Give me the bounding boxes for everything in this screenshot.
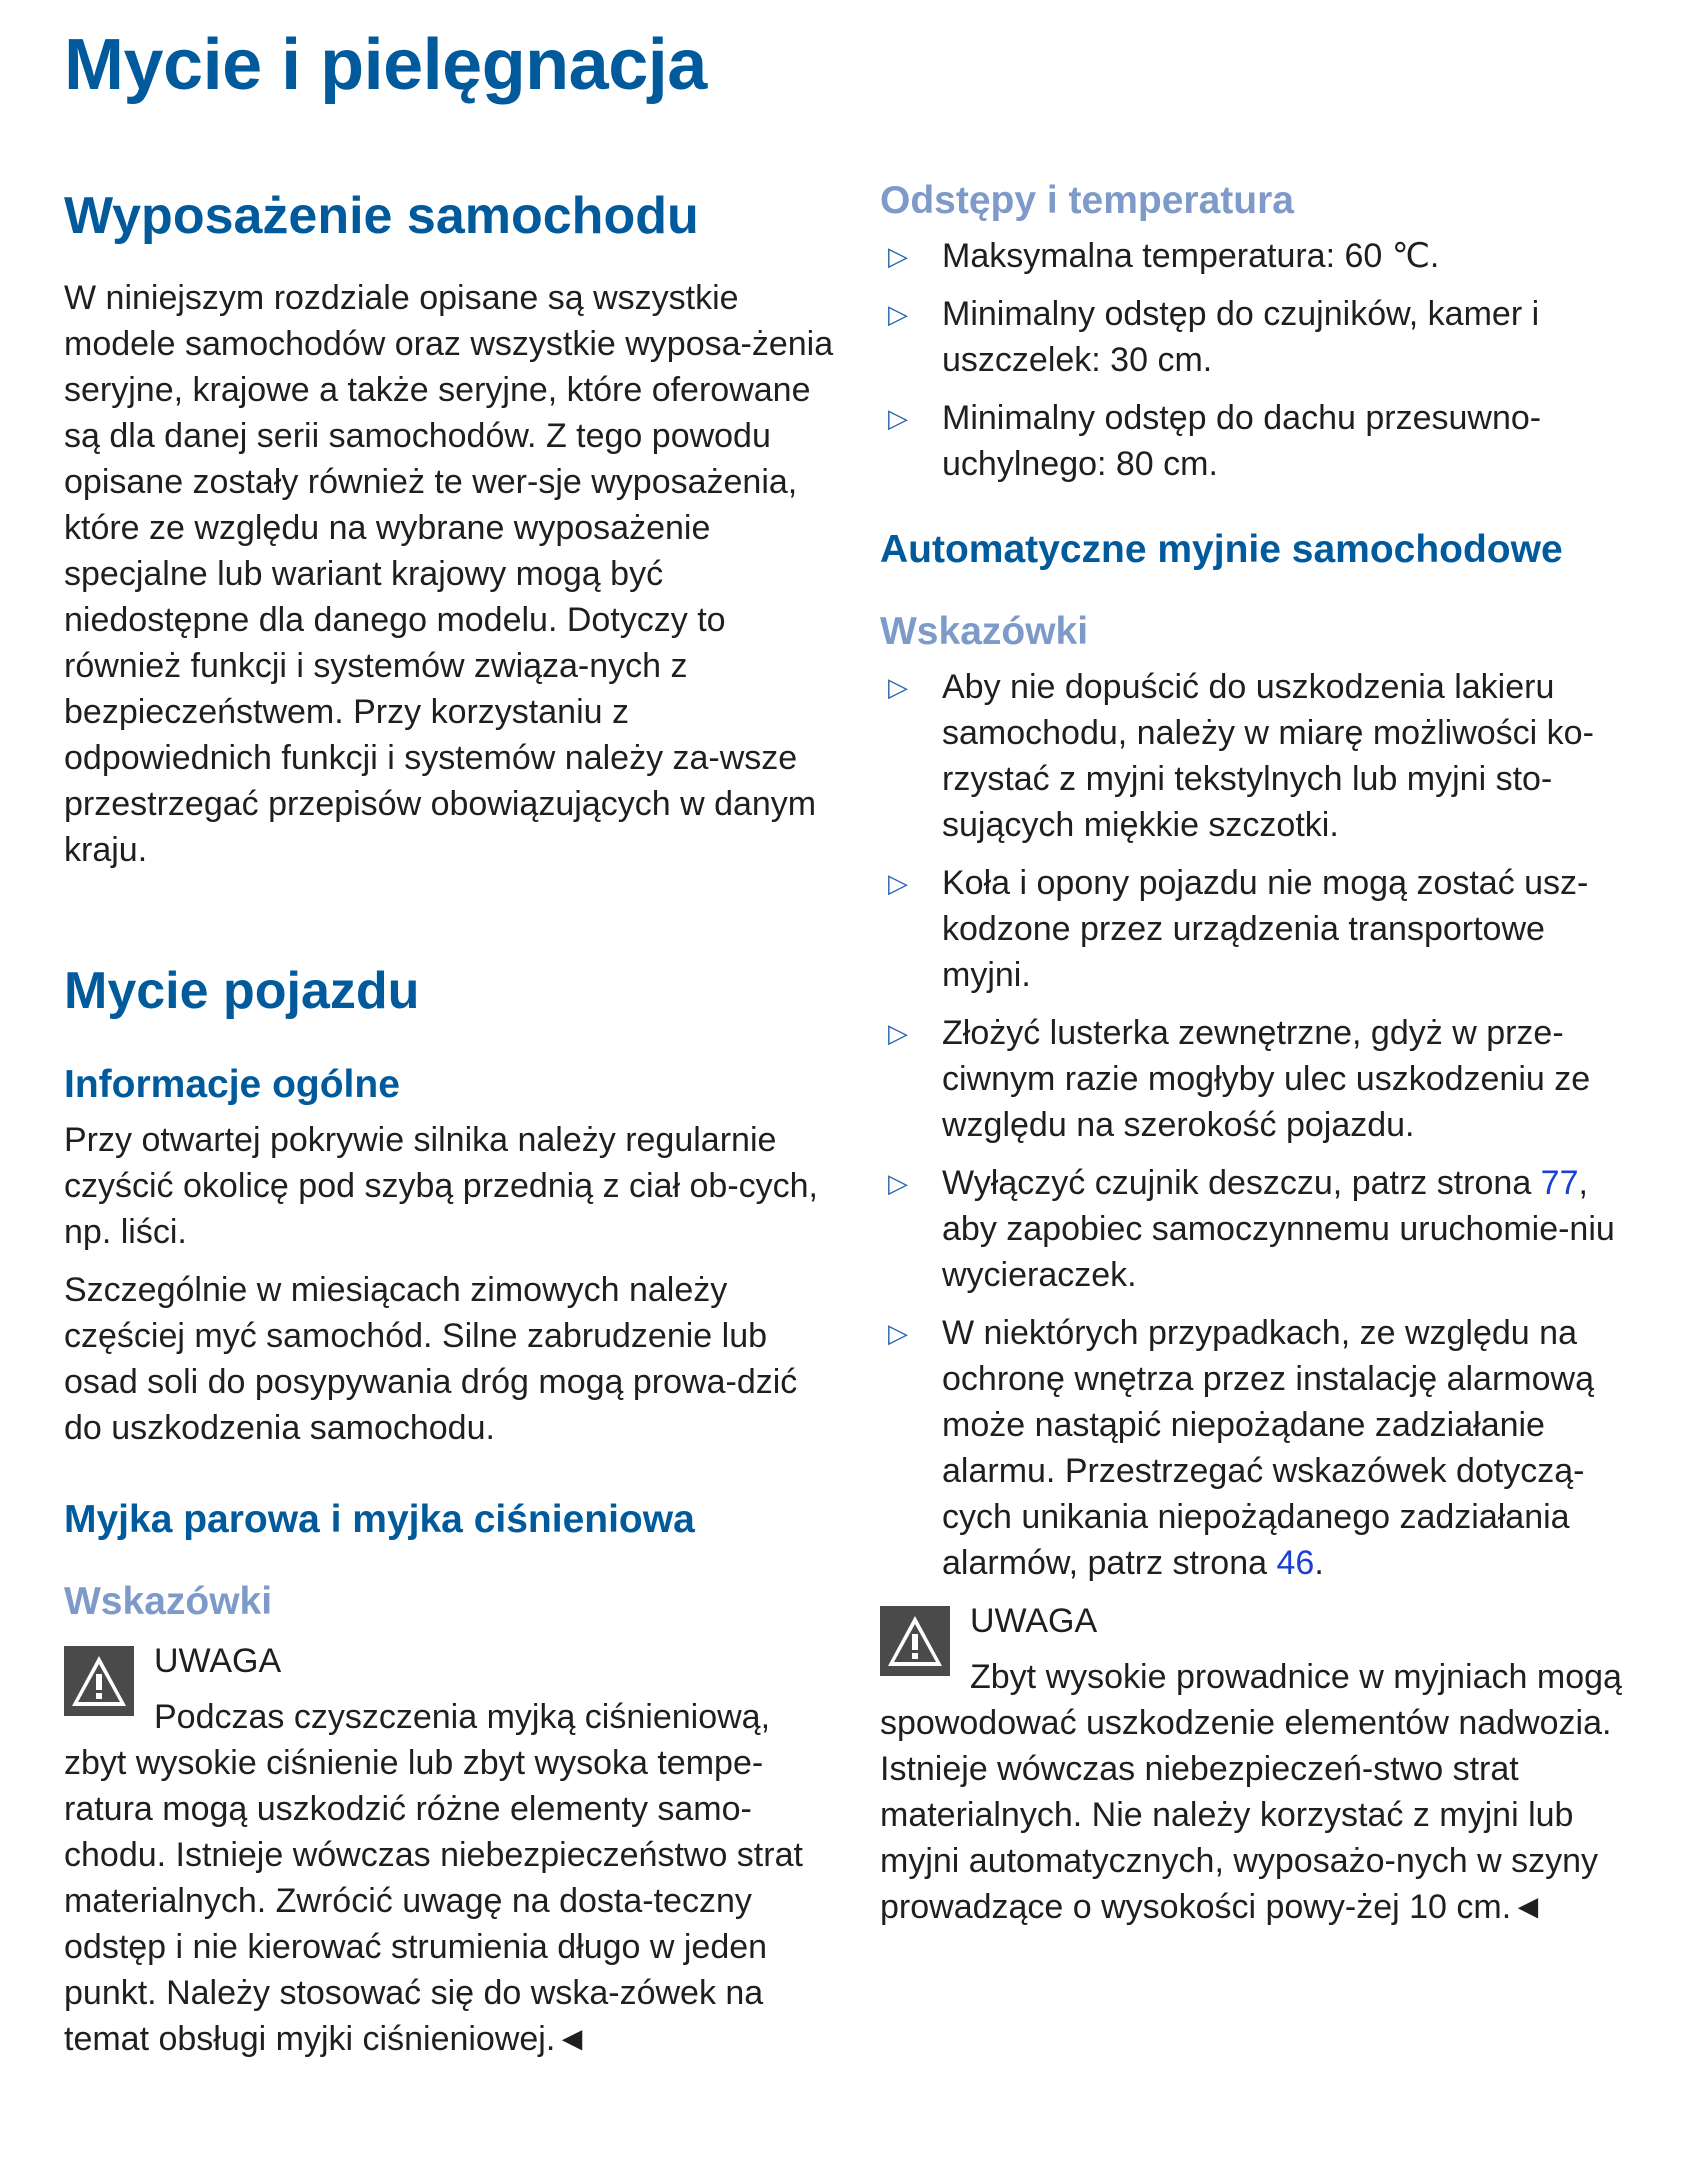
list-item [880, 664, 1640, 848]
subheading-distances-temperature: Odstępy i temperatura [880, 179, 1294, 222]
list-item [880, 1010, 1640, 1148]
list-item [880, 860, 1640, 998]
general-paragraph-1: Przy otwartej pokrywie silnika należy regularnie czyścić okolicę pod szybą przednią z ciał ob-cych, np. liści. [64, 1120, 818, 1251]
list-item [880, 1160, 1640, 1298]
list-item-text-after: . [1314, 1544, 1324, 1583]
subheading-automatic-carwash: Automatyczne myjnie samochodowe [880, 527, 1563, 571]
section-heading-equipment: Wyposażenie samochodu [64, 187, 699, 245]
bullet-triangle-icon: ▷ [888, 868, 908, 899]
page-title: Mycie i pielęgnacja [64, 25, 707, 105]
list-item-text: Minimalny odstęp do czujników, kamer i uszczelek: 30 cm. [942, 294, 1540, 379]
warning-text: Zbyt wysokie prowadnice w myjniach mogą spowodować uszkodzenie elementów nadwozia. Istnieje wówczas niebezpieczeń-stwo strat materialnych. Nie należy korzystać z myjni lub myjni automatycznych, wyposażo-nych w szyny prowadzące o wysokości powy-żej 10 cm.◄ [880, 1658, 1622, 1927]
equipment-paragraph: W niniejszym rozdziale opisane są wszystkie modele samochodów oraz wszystkie wyposa-żenia seryjne, krajowe a także seryjne, które oferowane są dla danej serii samochodów. Z tego powodu opisane zostały również te wer-sje wyposażenia, które ze względu na wybrane wyposażenie specjalne lub wariant krajowy mogą być niedostępne dla danego modelu. Dotyczy to również funkcji i systemów związa-nych z bezpieczeństwem. Przy korzystaniu z odpowiednich funkcji i systemów należy za-wsze przestrzegać przepisów obowiązujących w danym kraju. [64, 279, 834, 869]
distances-list [880, 233, 1640, 487]
warning-triangle-icon [880, 1606, 950, 1676]
list-item [880, 291, 1640, 383]
warning-triangle-icon [64, 1646, 134, 1716]
left-column [64, 184, 834, 2062]
list-item [880, 233, 1640, 279]
list-item-text-after: , aby zapobiec samoczynnemu uruchomie-niu wycieraczek. [942, 1164, 1615, 1295]
warning-label: UWAGA [970, 1602, 1098, 1641]
page-link-46[interactable]: 46 [1276, 1544, 1315, 1583]
list-item-text: Minimalny odstęp do dachu przesuwno-uchylnego: 80 cm. [942, 398, 1542, 483]
list-item-text: Aby nie dopuścić do uszkodzenia lakieru samochodu, należy w miarę możliwości ko-rzystać z myjni tekstylnych lub myjni sto-sujących miękkie szczotki. [942, 668, 1594, 845]
general-paragraph-2: Szczególnie w miesiącach zimowych należy częściej myć samochód. Silne zabrudzenie lub osad soli do posypywania dróg mogą prowa-dzić do uszkodzenia samochodu. [64, 1270, 798, 1447]
bullet-triangle-icon: ▷ [888, 1318, 908, 1349]
list-item-text: W niektórych przypadkach, ze względu na ochronę wnętrza przez instalację alarmową może nastąpić niepożądane zadziałanie alarmu. Przestrzegać wskazówek dotyczą-cych unikania niepożądanego zadziałania alarmów, patrz strona [942, 1314, 1594, 1583]
list-item [880, 395, 1640, 487]
bullet-triangle-icon: ▷ [888, 240, 908, 271]
warning-label: UWAGA [154, 1642, 282, 1681]
warning-block-left [64, 1638, 834, 2062]
bullet-triangle-icon: ▷ [888, 672, 908, 703]
section-heading-washing: Mycie pojazdu [64, 962, 420, 1020]
subheading-notes-right: Wskazówki [880, 610, 1089, 654]
subheading-notes-left: Wskazówki [64, 1580, 273, 1624]
list-item-text: Wyłączyć czujnik deszczu, patrz strona [942, 1164, 1541, 1203]
list-item-text: Koła i opony pojazdu nie mogą zostać usz-kodzone przez urządzenia transportowe myjni. [942, 864, 1589, 995]
right-column [880, 176, 1640, 1930]
bullet-triangle-icon: ▷ [888, 298, 908, 329]
list-item [880, 1310, 1640, 1586]
subheading-general-info: Informacje ogólne [64, 1063, 400, 1106]
warning-block-right [880, 1598, 1640, 1930]
page-link-77[interactable]: 77 [1540, 1164, 1579, 1203]
list-item-text: Maksymalna temperatura: 60 ℃. [942, 236, 1440, 275]
subheading-steam-pressure-washer: Myjka parowa i myjka ciśnieniowa [64, 1497, 695, 1541]
bullet-triangle-icon: ▷ [888, 1018, 908, 1049]
carwash-notes-list [880, 664, 1640, 1586]
bullet-triangle-icon: ▷ [888, 402, 908, 433]
list-item-text: Złożyć lusterka zewnętrzne, gdyż w prze-ciwnym razie mogłyby ulec uszkodzeniu ze względu na szerokość pojazdu. [942, 1014, 1591, 1145]
bullet-triangle-icon: ▷ [888, 1168, 908, 1199]
warning-text: Podczas czyszczenia myjką ciśnieniową, zbyt wysokie ciśnienie lub zbyt wysoka tempe-ratura mogą uszkodzić różne elementy samo-chodu. Istnieje wówczas niebezpieczeństwo strat materialnych. Zwrócić uwagę na dosta-teczny odstęp i nie kierować strumienia długo w jeden punkt. Należy stosować się do wska-zówek na temat obsługi myjki ciśnieniowej.◄ [64, 1698, 803, 2059]
